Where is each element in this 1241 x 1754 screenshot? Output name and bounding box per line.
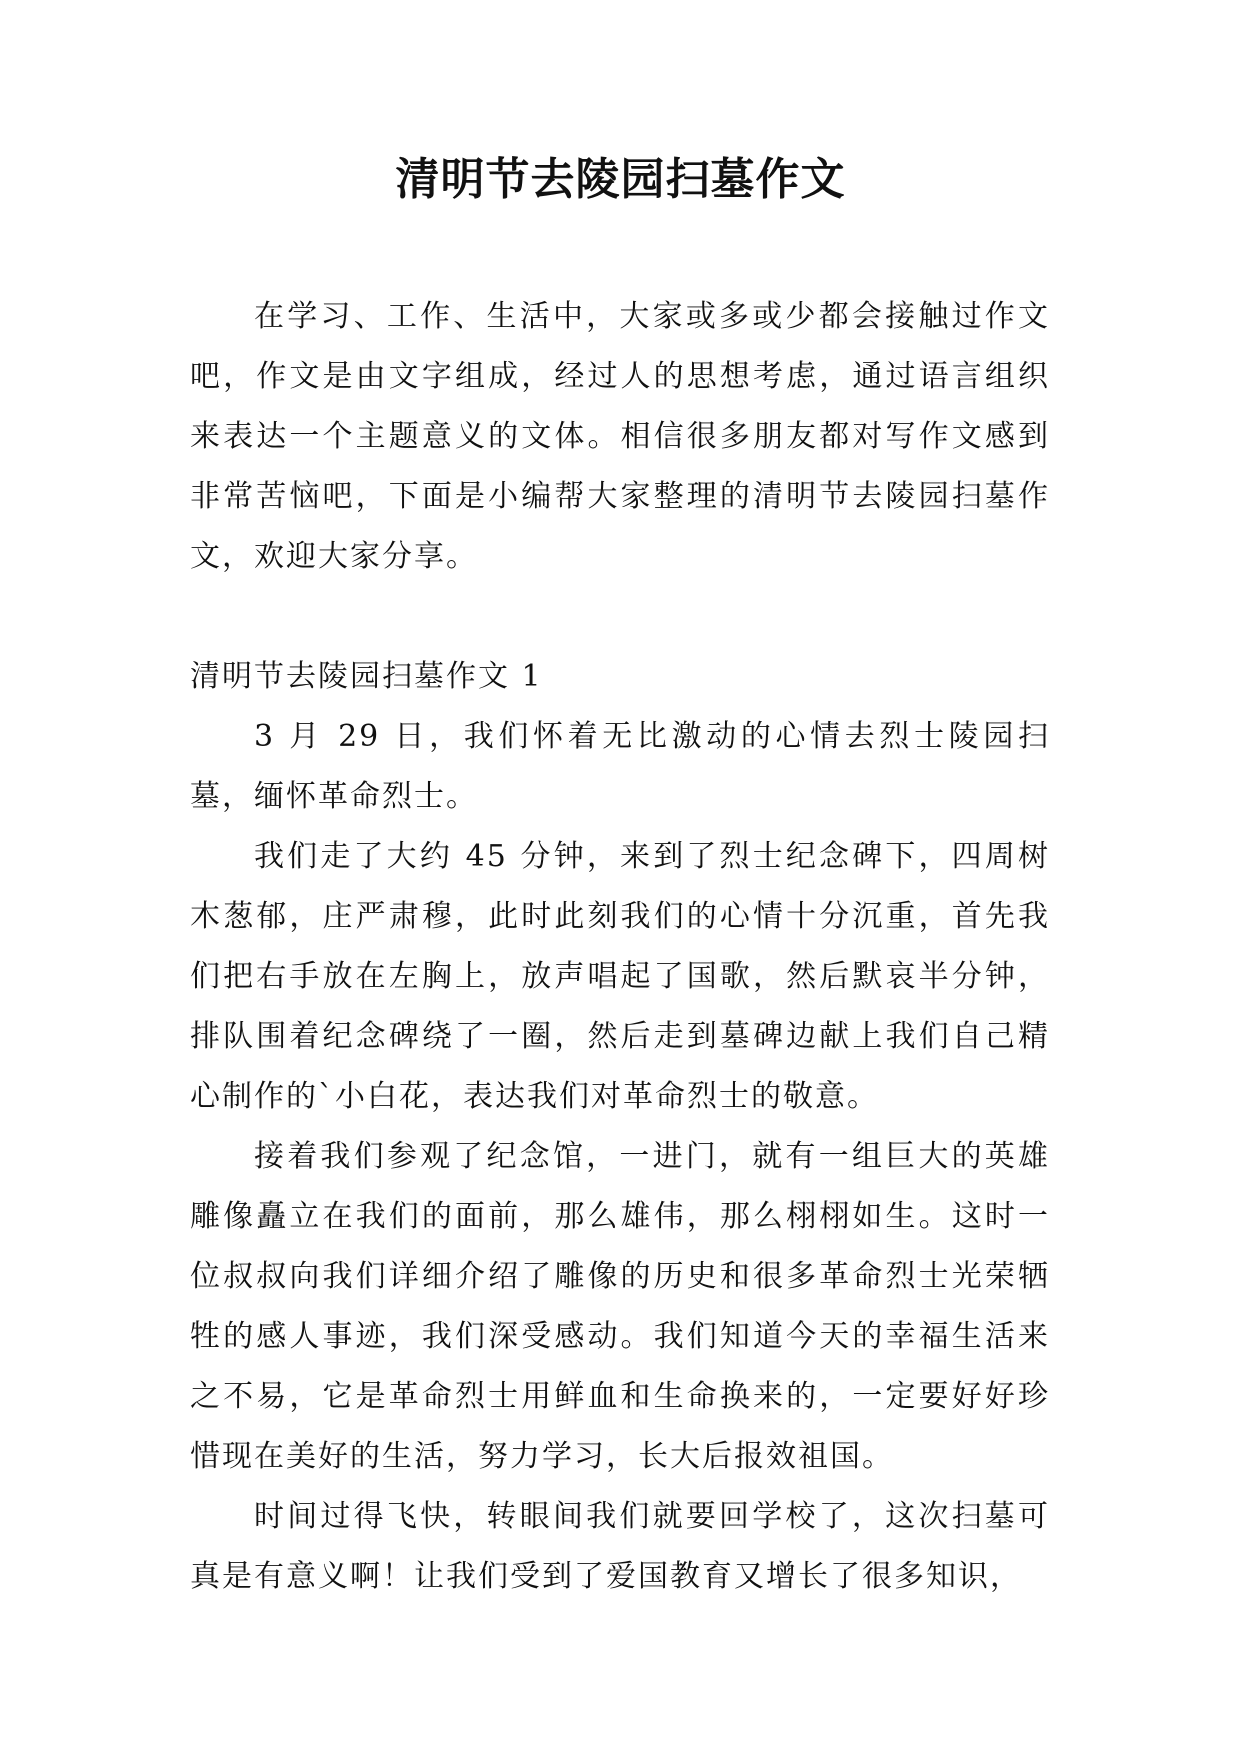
body-paragraph: 3 月 29 日，我们怀着无比激动的心情去烈士陵园扫墓，缅怀革命烈士。 (190, 719, 1050, 814)
intro-paragraph: 在学习、工作、生活中，大家或多或少都会接触过作文吧，作文是由文字组成，经过人的思想考虑，通过语言组织来表达一个主题意义的文体。相信很多朋友都对写作文感到非常苦恼吧，下面是小编帮大家整理的清明节去陵园扫墓作文，欢迎大家分享。 (190, 299, 1050, 574)
body-paragraph: 我们走了大约 45 分钟，来到了烈士纪念碑下，四周树木葱郁，庄严肃穆，此时此刻我们的心情十分沉重，首先我们把右手放在左胸上，放声唱起了国歌，然后默哀半分钟，排队围着纪念碑绕了一圈，然后走到墓碑边献上我们自己精心制作的`小白花，表达我们对革命烈士的敬意。 (190, 839, 1050, 1114)
section-heading: 清明节去陵园扫墓作文 1 (190, 659, 543, 694)
document-body (190, 287, 1050, 1607)
document-title: 清明节去陵园扫墓作文 (395, 154, 846, 205)
body-paragraph: 时间过得飞快，转眼间我们就要回学校了，这次扫墓可真是有意义啊！让我们受到了爱国教育又增长了很多知识， (190, 1499, 1050, 1594)
body-paragraph: 接着我们参观了纪念馆，一进门，就有一组巨大的英雄雕像矗立在我们的面前，那么雄伟，那么栩栩如生。这时一位叔叔向我们详细介绍了雕像的历史和很多革命烈士光荣牺牲的感人事迹，我们深受感动。我们知道今天的幸福生活来之不易，它是革命烈士用鲜血和生命换来的，一定要好好珍惜现在美好的生活，努力学习，长大后报效祖国。 (190, 1139, 1050, 1474)
